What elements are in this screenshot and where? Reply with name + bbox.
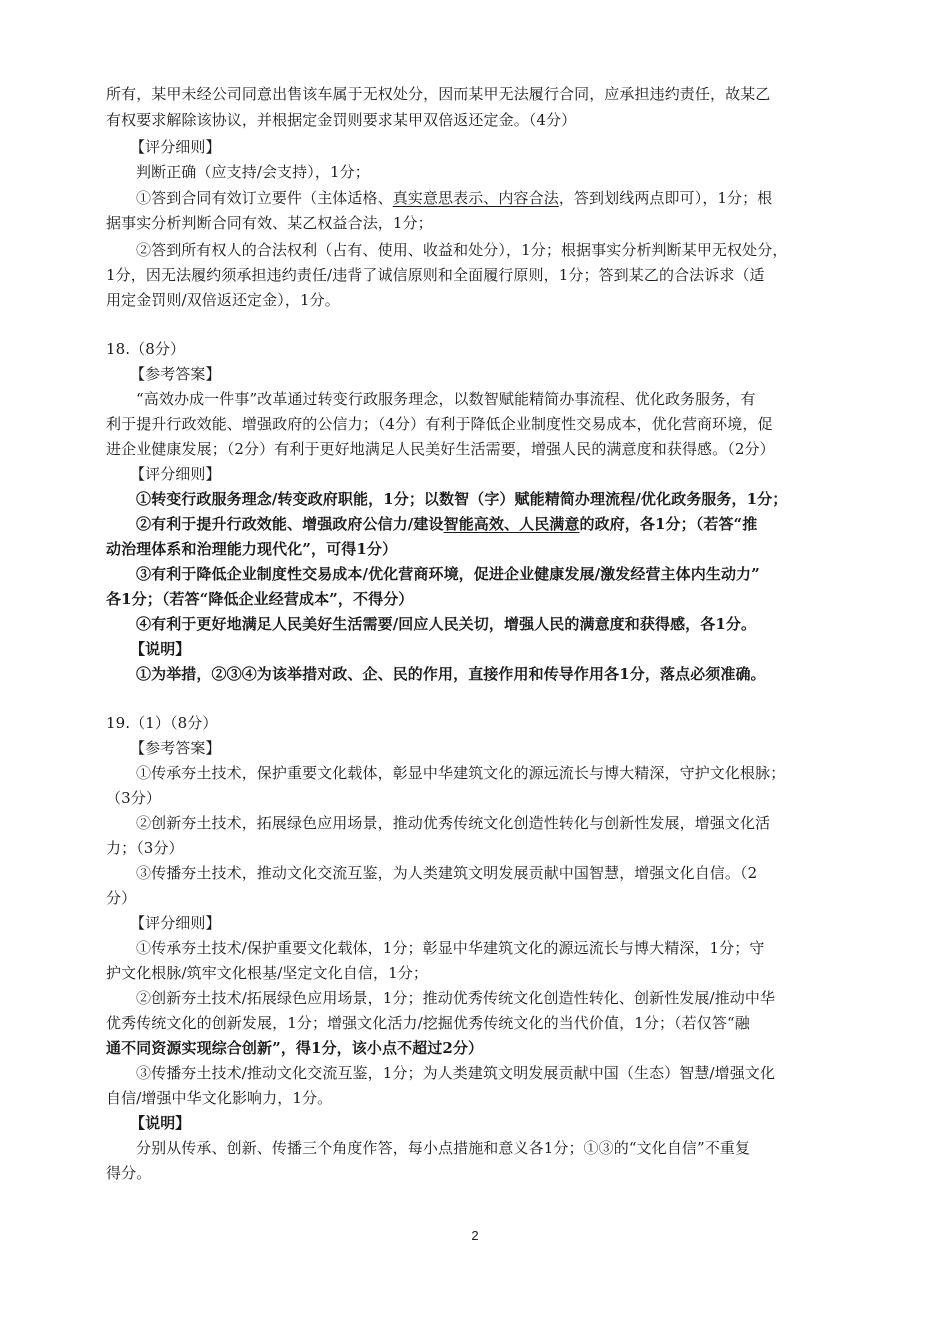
q19-rule-3-line-2: 自信/增强中华文化影响力，1分。 [106,1089,333,1107]
q17-rule1-line-2: 据事实分析判断合同有效、某乙权益合法，1分； [106,214,433,232]
page-number: 2 [471,1228,479,1243]
q18-answer-line-3: 进企业健康发展；（2分）有利于更好地满足人民美好生活需要，增强人民的满意度和获得感。（2分） [106,440,775,458]
q19-rule-1-line-2: 护文化根脉/筑牢文化根基/坚定文化自信，1分； [106,964,428,982]
q17-rule2-line-3: 用定金罚则/双倍返还定金），1分。 [106,291,340,309]
q19-answer-2-line-2: 力；（3分） [106,839,184,857]
q19-note-heading: 【说明】 [130,1114,191,1132]
q19-answer-1-line-1: ①传承夯土技术，保护重要文化载体，彰显中华建筑文化的源远流长与博大精深，守护文化根脉； [136,764,786,782]
q18-answer-line-2: 利于提升行政效能、增强政府的公信力；（4分）有利于降低企业制度性交易成本，优化营商环境，促 [106,415,773,433]
q19-rule-2-line-1: ②创新夯土技术/拓展绿色应用场景，1分；推动优秀传统文化创造性转化、创新性发展/推动中华 [136,989,776,1007]
q18-rule-3-line-2: 各1分；（若答“降低企业经营成本”，不得分） [106,590,414,608]
q19-answer-3-line-1: ③传播夯土技术，推动文化交流互鉴，为人类建筑文明发展贡献中国智慧，增强文化自信。（2 [136,864,758,882]
q17-rule-judge: 判断正确（应支持/会支持），1分； [136,163,370,181]
q19-rule-2-line-3: 通不同资源实现综合创新”，得1分，该小点不超过2分） [106,1039,484,1057]
q19-number: 19.（1）（8分） [106,714,218,732]
q18-rule-4: ④有利于更好地满足人民美好生活需要/回应人民关切，增强人民的满意度和获得感，各1分。 [136,615,757,633]
q17-scoring-heading: 【评分细则】 [130,138,221,156]
q18-underlined-points: 智能高效、人民满意 [443,515,580,533]
q17-answer-line-1: 所有，某甲未经公司同意出售该车属于无权处分，因而某甲无法履行合同，应承担违约责任，故某乙 [106,85,771,103]
q19-answer-heading: 【参考答案】 [130,739,221,757]
q18-note-heading: 【说明】 [130,640,191,658]
q18-number: 18.（8分） [106,340,186,358]
q19-answer-1-line-2: （3分） [106,789,161,807]
q17-rule2-line-1: ②答到所有权人的合法权利（占有、使用、收益和处分），1分；根据事实分析判断某甲无权处分， [136,241,788,259]
q19-note-line-1: 分别从传承、创新、传播三个角度作答，每小点措施和意义各1分；①③的“文化自信”不重复 [136,1139,751,1157]
q18-answer-line-1: “高效办成一件事”改革通过转变行政服务理念，以数智赋能精简办事流程、优化政务服务，有 [136,390,756,408]
q19-scoring-heading: 【评分细则】 [130,914,221,932]
q17-rule2-line-2: 1分，因无法履约须承担违约责任/违背了诚信原则和全面履行原则，1分；答到某乙的合法诉求（适 [106,266,765,284]
q19-rule-3-line-1: ③传播夯土技术/推动文化交流互鉴，1分；为人类建筑文明发展贡献中国（生态）智慧/增强文化 [136,1064,776,1082]
q18-rule-2-line-2: 动治理体系和治理能力现代化”，可得1分） [106,540,398,558]
q19-answer-2-line-1: ②创新夯土技术，拓展绿色应用场景，推动优秀传统文化创造性转化与创新性发展，增强文化活 [136,814,771,832]
q19-note-line-2: 得分。 [106,1164,152,1182]
q19-answer-3-line-2: 分） [106,889,137,907]
q19-rule-1-line-1: ①传承夯土技术/保护重要文化载体，1分；彰显中华建筑文化的源远流长与博大精深，1分；守 [136,939,765,957]
q18-note: ①为举措，②③④为该举措对政、企、民的作用，直接作用和传导作用各1分，落点必须准确。 [136,665,766,683]
q17-answer-line-2: 有权要求解除该协议，并根据定金罚则要求某甲双倍返还定金。（4分） [106,111,577,129]
q18-answer-heading: 【参考答案】 [130,365,221,383]
q18-scoring-heading: 【评分细则】 [130,465,221,483]
q17-rule1-line-1: ①答到合同有效订立要件（主体适格、真实意思表示、内容合法，答到划线两点即可），1分；根 [136,189,773,207]
q19-rule-2-line-2: 优秀传统文化的创新发展，1分；增强文化活力/挖掘优秀传统文化的当代价值，1分；（若仅答“融 [106,1014,750,1032]
q18-rule-1: ①转变行政服务理念/转变政府职能，1分；以数智（字）赋能精简办理流程/优化政务服务，1分； [136,490,788,508]
q17-underlined-points: 真实意思表示、内容合法 [392,189,559,207]
q18-rule-2-line-1: ②有利于提升行政效能、增强政府公信力/建设智能高效、人民满意的政府，各1分；（若答“推 [136,515,758,533]
q18-rule-3-line-1: ③有利于降低企业制度性交易成本/优化营商环境，促进企业健康发展/激发经营主体内生动力” [136,565,760,583]
